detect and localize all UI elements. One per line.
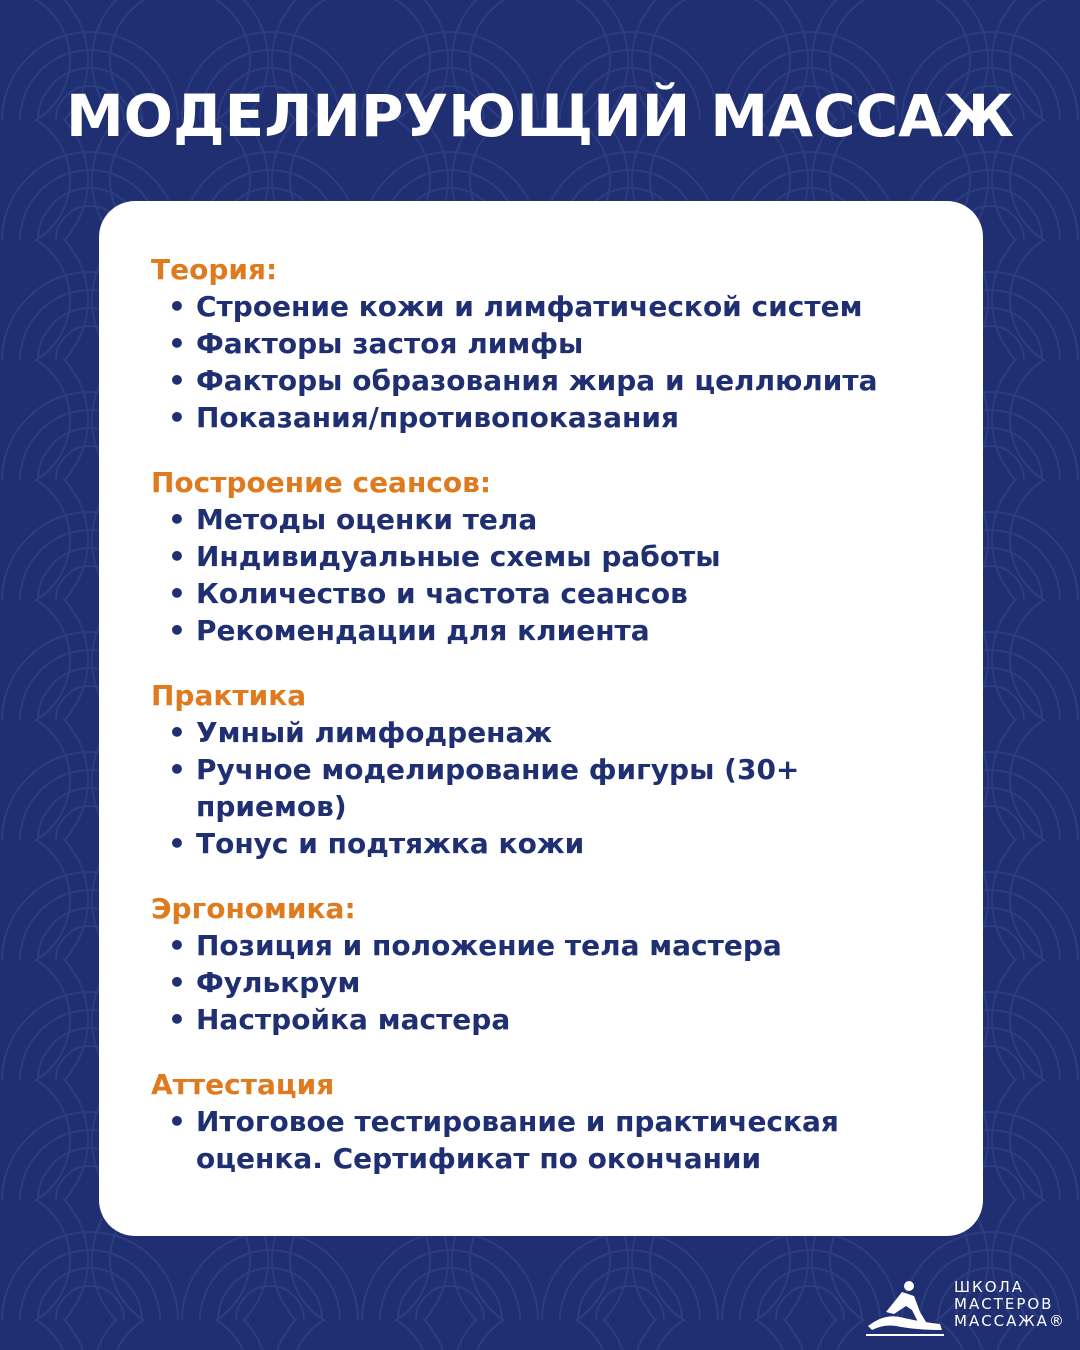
bullet-icon: •: [168, 716, 186, 749]
list-item-text: Индивидуальные схемы работы: [196, 540, 721, 573]
sections-list: [151, 251, 951, 1205]
bullet-list: [151, 714, 951, 862]
list-item: [151, 1001, 951, 1038]
bullet-icon: •: [168, 401, 186, 434]
list-item: [151, 1103, 951, 1177]
list-item: [151, 964, 951, 1001]
list-item-text: Показания/противопоказания: [196, 401, 679, 434]
list-item: [151, 714, 951, 751]
bullet-list: [151, 927, 951, 1038]
list-item-text: Количество и частота сеансов: [196, 577, 688, 610]
section: [151, 1066, 951, 1177]
bullet-icon: •: [168, 929, 186, 962]
section: [151, 890, 951, 1038]
list-item: [151, 612, 951, 649]
list-item-text: Рекомендации для клиента: [196, 614, 650, 647]
list-item: [151, 538, 951, 575]
list-item-text: Ручное моделирование фигуры (30+ приемов): [196, 753, 800, 823]
bullet-icon: •: [168, 827, 186, 860]
bullet-icon: •: [168, 364, 186, 397]
bullet-list: [151, 288, 951, 436]
list-item-text: Умный лимфодренаж: [196, 716, 553, 749]
list-item-text: Тонус и подтяжка кожи: [196, 827, 585, 860]
list-item: [151, 927, 951, 964]
list-item-text: Позиция и положение тела мастера: [196, 929, 782, 962]
section-heading: Эргономика:: [151, 892, 356, 925]
bullet-icon: •: [168, 966, 186, 999]
section-heading: Теория:: [151, 253, 278, 286]
list-item-text: Настройка мастера: [196, 1003, 511, 1036]
logo-line-3: МАССАЖА®: [954, 1312, 1066, 1330]
list-item: [151, 362, 951, 399]
list-item: [151, 501, 951, 538]
section: [151, 251, 951, 436]
list-item-text: Фулькрум: [196, 966, 361, 999]
page-title: МОДЕЛИРУЮЩИЙ МАССАЖ: [65, 82, 1015, 150]
section: [151, 464, 951, 649]
bullet-icon: •: [168, 1105, 186, 1138]
list-item-text: Факторы застоя лимфы: [196, 327, 584, 360]
logo-text: [954, 1279, 1066, 1330]
bullet-icon: •: [168, 540, 186, 573]
list-item-text: Строение кожи и лимфатической систем: [196, 290, 863, 323]
logo-line-2: МАСТЕРОВ: [954, 1295, 1054, 1313]
bullet-icon: •: [168, 577, 186, 610]
list-item-text: Факторы образования жира и целлюлита: [196, 364, 878, 397]
section-heading: Построение сеансов:: [151, 466, 492, 499]
bullet-icon: •: [168, 1003, 186, 1036]
bullet-list: [151, 1103, 951, 1177]
section-heading: Аттестация: [151, 1068, 335, 1101]
bullet-list: [151, 501, 951, 649]
section-heading: Практика: [151, 679, 307, 712]
list-item: [151, 575, 951, 612]
bullet-icon: •: [168, 614, 186, 647]
list-item: [151, 288, 951, 325]
bullet-icon: •: [168, 327, 186, 360]
section: [151, 677, 951, 862]
content-card: [99, 201, 983, 1236]
list-item: [151, 825, 951, 862]
list-item-text: Итоговое тестирование и практическая оценка. Сертификат по окончании: [196, 1105, 839, 1175]
bullet-icon: •: [168, 290, 186, 323]
logo-line-1: ШКОЛА: [954, 1278, 1025, 1296]
bullet-icon: •: [168, 753, 186, 786]
list-item: [151, 399, 951, 436]
list-item-text: Методы оценки тела: [196, 503, 538, 536]
bullet-icon: •: [168, 503, 186, 536]
list-item: [151, 325, 951, 362]
list-item: [151, 751, 951, 825]
